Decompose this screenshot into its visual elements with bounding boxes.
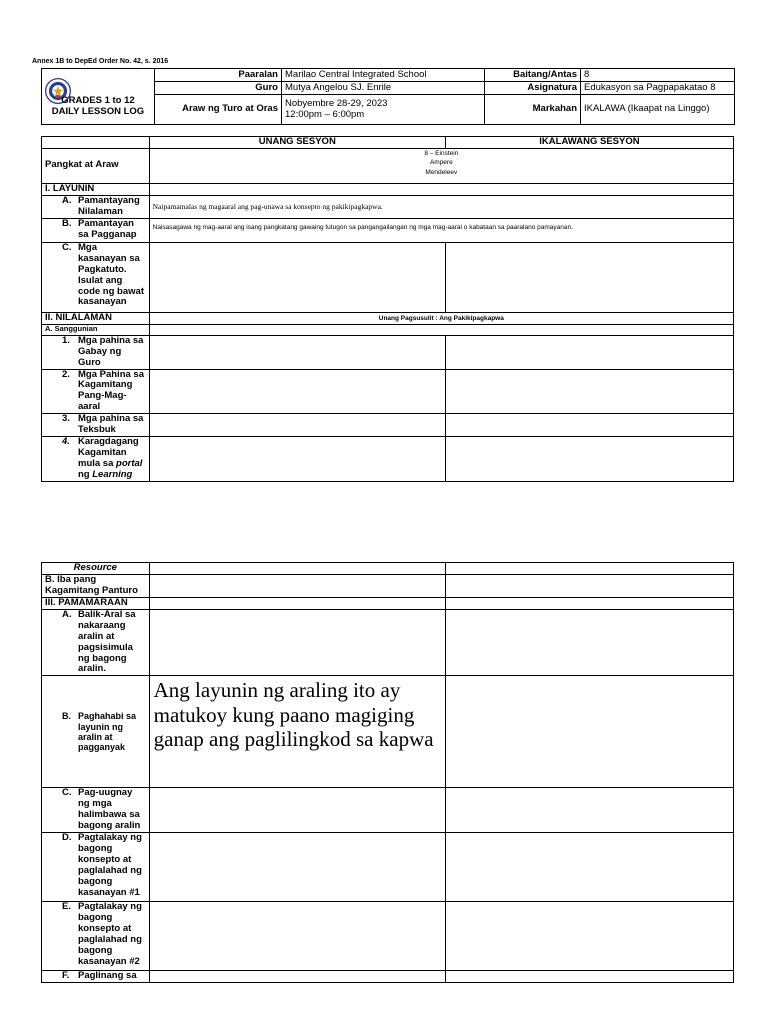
hours-value: 12:00pm – 6:00pm xyxy=(285,108,365,120)
session-1-header: UNANG SESYON xyxy=(149,137,445,149)
paghahabi-value: Ang layunin ng araling ito ay matukoy kung paano magiging ganap ang paglilingkod sa kapwa xyxy=(149,676,445,788)
lesson-table-1 xyxy=(41,136,734,482)
pamantayang-nilalaman-value: Naipamamalas ng magaaral ang pag-unawa sa konsepto ng pakikipagkapwa. xyxy=(149,195,733,218)
pangkat-value xyxy=(149,148,733,183)
subject-value: Edukasyon sa Pagpapakatao 8 xyxy=(581,82,735,95)
section-ampere: Ampere xyxy=(429,159,453,167)
paghahabi-label: B. Paghahabi sa layunin ng aralin at pagganyak xyxy=(42,676,150,788)
time-label: Araw ng Turo at Oras xyxy=(155,95,282,125)
iba-pang-kagamitan-label: B. Iba pang Kagamitang Panturo xyxy=(42,574,150,597)
title-cell xyxy=(42,69,155,125)
school-label: Paaralan xyxy=(155,69,282,82)
pagtalakay-2-label: E. Pagtalakay ng bagong konsepto at paglalahad ng bagong kasanayan #2 xyxy=(42,902,150,971)
session-2-header: IKALAWANG SESYON xyxy=(445,137,733,149)
quarter-value: IKALAWA (Ikaapat na Linggo) xyxy=(581,95,735,125)
grade-value: 8 xyxy=(581,69,735,82)
layunin-heading: I. LAYUNIN xyxy=(42,183,150,195)
kasanayan-session-1 xyxy=(149,242,445,312)
balik-aral-label: A. Balik-Aral sa nakaraang aralin at pagsisimula ng bagong aralin. xyxy=(42,609,150,676)
nilalaman-heading: II. NILALAMAN xyxy=(42,312,150,324)
date-value: Nobyembre 28-29, 2023 xyxy=(285,97,388,109)
annex-reference: Annex 1B to DepEd Order No. 42, s. 2016 xyxy=(32,58,169,65)
header-table xyxy=(41,68,735,125)
resource-label: Resource xyxy=(42,563,150,575)
section-einstein: 8 – Einstein xyxy=(424,149,459,157)
gabay-guro-label: 1. Mga pahina sa Gabay ng Guro xyxy=(42,335,150,369)
kagamitang-mag-aaral-label: 2. Mga Pahina sa Kagamitang Pang-Mag-aaral xyxy=(42,369,150,414)
nilalaman-value: Unang Pagsusulit : Ang Pakikipagkapwa xyxy=(149,312,733,324)
title-line-1: GRADES 1 to 12 xyxy=(61,95,135,107)
school-value: Marilao Central Integrated School xyxy=(282,69,485,82)
subject-label: Asignatura xyxy=(485,82,581,95)
pagtalakay-1-label: D. Pagtalakay ng bagong konsepto at paglalahad ng bagong kasanayan #1 xyxy=(42,833,150,902)
karagdagang-kagamitan-label: 4. Karagdagang Kagamitan mula sa portal ng Learning xyxy=(42,437,150,482)
pamantayang-nilalaman-label: A. Pamantayang Nilalaman xyxy=(42,195,150,218)
pangkat-label: Pangkat at Araw xyxy=(42,148,150,183)
teksbuk-label: 3. Mga pahina sa Teksbuk xyxy=(42,414,150,437)
quarter-label: Markahan xyxy=(485,95,581,125)
pag-uugnay-label: C. Pag-uugnay ng mga halimbawa sa bagong aralin xyxy=(42,788,150,833)
title-line-2: DAILY LESSON LOG xyxy=(51,106,145,117)
kasanayan-session-2 xyxy=(445,242,733,312)
kasanayan-label: C. Mga kasanayan sa Pagkatuto. Isulat ang code ng bawat kasanayan xyxy=(42,242,150,312)
pamantayan-pagganap-value: Naisasagawa ng mag-aaral ang isang pangkatang gawaing tutugon sa pangangailangan ng mga mag-aaral o kabataan sa paaralano pamayanan. xyxy=(149,218,733,242)
section-mendeleev: Mendeleev xyxy=(425,168,458,176)
grade-label: Baitang/Antas xyxy=(485,69,581,82)
sanggunian-heading: A. Sanggunian xyxy=(42,324,150,335)
lesson-table-2 xyxy=(41,562,734,983)
teacher-value: Mutya Angelou SJ. Enrile xyxy=(282,82,485,95)
pamamaraan-heading: III. PAMAMARAAN xyxy=(42,597,150,609)
time-value xyxy=(282,95,485,125)
teacher-label: Guro xyxy=(155,82,282,95)
pamantayan-pagganap-label: B. Pamantayan sa Pagganap xyxy=(42,218,150,242)
paglinang-label: F. Paglinang sa xyxy=(42,971,150,983)
